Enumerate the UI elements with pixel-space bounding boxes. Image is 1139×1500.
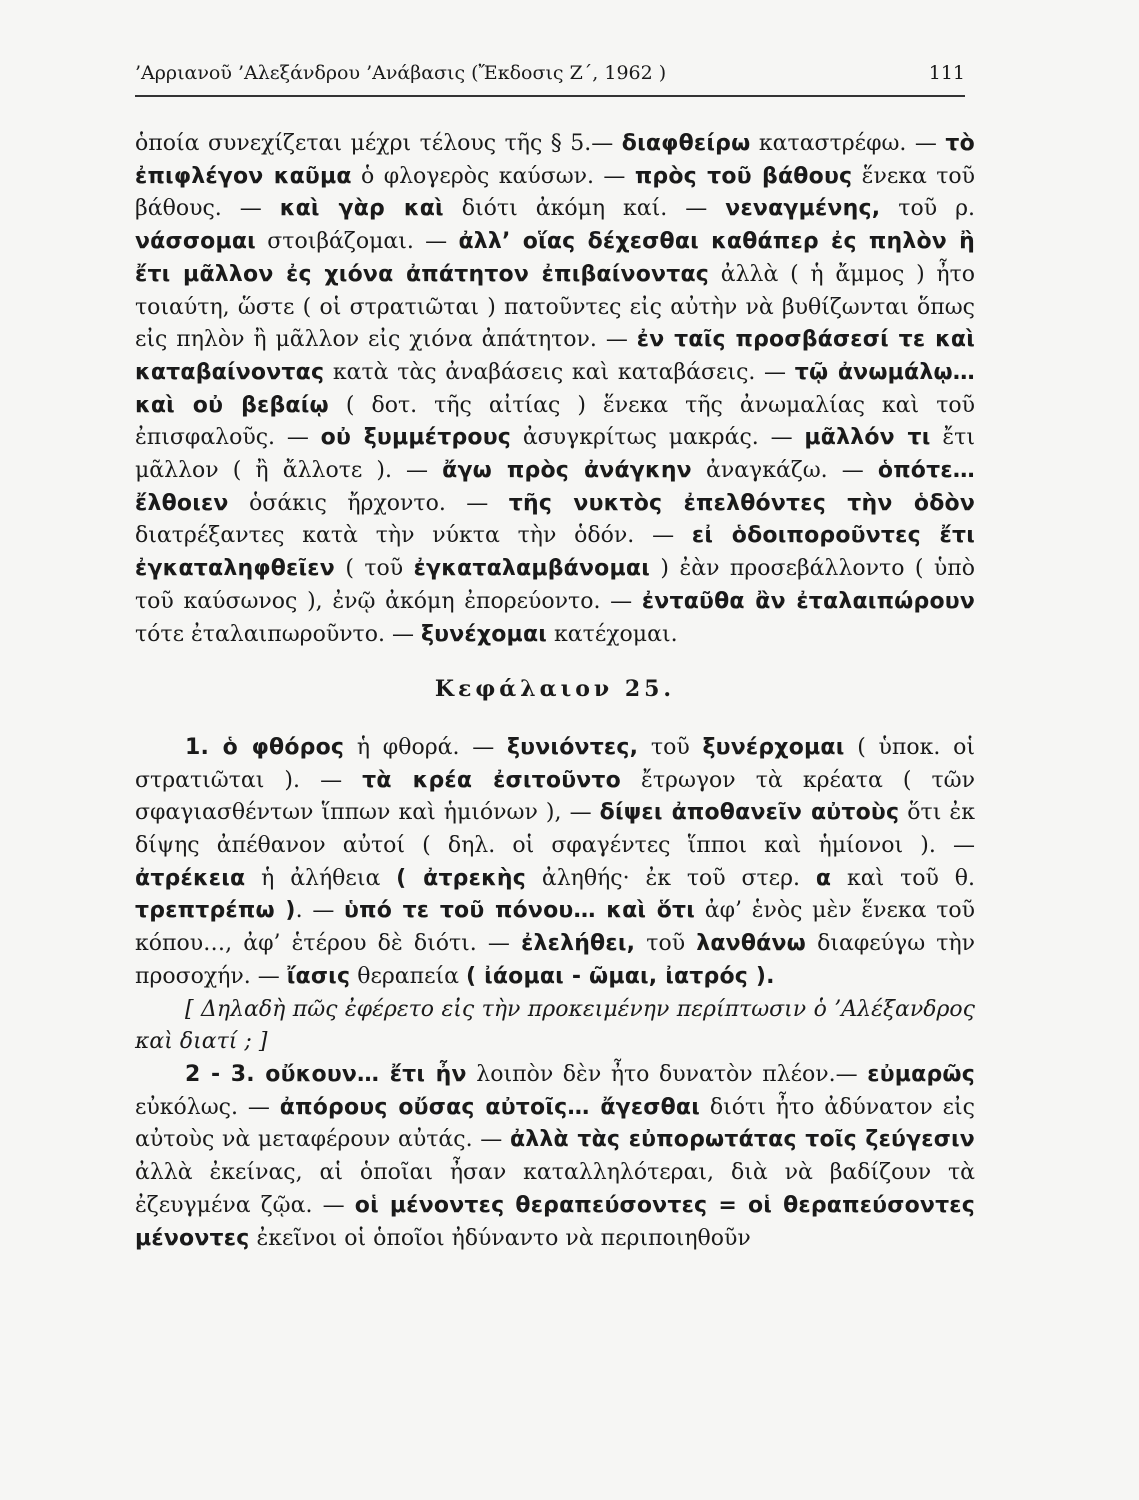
lemma: ὁπότε… ἔλθοιεν xyxy=(135,458,975,516)
lemma: ἄγω πρὸς ἀνάγκην xyxy=(442,458,692,484)
commentary-body xyxy=(135,128,975,1255)
lemma: ἀλλ’ οἵας δέχεσθαι καθάπερ ἐς πηλὸν ἢ ἔτι μᾶλλον ἐς χιόνα ἀπάτητον ἐπιβαίνοντας xyxy=(135,229,975,287)
lemma: τὸ ἐπιφλέγον καῦμα xyxy=(135,131,975,189)
lemma: τῷ ἀνωμάλῳ… καὶ οὐ βεβαίῳ xyxy=(135,359,975,418)
lemma: ἐγκαταλαμβάνομαι xyxy=(413,556,650,582)
lemma: δίψει ἀποθανεῖν αὐτοὺς xyxy=(599,800,900,826)
commentary-paragraph: ὁποία συνεχίζεται μέχρι τέλους τῆς § 5.— διαφθείρω καταστρέφω. — τὸ ἐπιφλέγον καῦμα ὁ φλογερὸς καύσων. — πρὸς τοῦ βάθους ἕνεκα τοῦ βάθους. — καὶ γὰρ καὶ διότι ἀκόμη καί. — νεναγμένης, τοῦ ρ. νάσσομαι στοιβάζομαι. — ἀλλ’ οἵας δέχεσθαι καθάπερ ἐς πηλὸν ἢ ἔτι μᾶλλον ἐς χιόνα ἀπάτητον ἐπιβαίνοντας ἀλλὰ ( ἡ ἄμμος ) ἦτο τοιαύτη, ὥστε ( οἱ στρατιῶται ) πατοῦντες εἰς αὐτὴν νὰ βυθίζωνται ὅπως εἰς πηλὸν ἢ μᾶλλον εἰς χιόνα ἀπάτητον. — ἐν ταῖς προσβάσεσί τε καὶ καταβαίνοντας κατὰ τὰς ἀναβάσεις καὶ καταβάσεις. — τῷ ἀνωμάλῳ… καὶ οὐ βεβαίῳ ( δοτ. τῆς αἰτίας ) ἕνεκα τῆς ἀνωμαλίας καὶ τοῦ ἐπισφαλοῦς. — οὐ ξυμμέτρους ἀσυγκρίτως μακράς. — μᾶλλόν τι ἔτι μᾶλλον ( ἢ ἄλλοτε ). — ἄγω πρὸς ἀνάγκην ἀναγκάζω. — ὁπότε… ἔλθοιεν ὁσάκις ἤρχοντο. — τῆς νυκτὸς ἐπελθόντες τὴν ὁδὸν διατρέξαντες κατὰ τὴν νύκτα τὴν ὁδόν. — εἰ ὁδοιποροῦντες ἔτι ἐγκαταληφθεῖεν ( τοῦ ἐγκαταλαμβάνομαι ) ἐὰν προσεβάλλοντο ( ὑπὸ τοῦ καύσωνος ), ἐνῷ ἀκόμη ἐπορεύοντο. — ἐνταῦθα ἂν ἐταλαιπώρουν τότε ἐταλαιπωροῦντο. — ξυνέχομαι κατέχομαι. xyxy=(135,131,976,647)
chapter-heading: Κεφάλαιον 25. xyxy=(434,676,676,703)
lemma: ἐν ταῖς προσβάσεσί τε καὶ καταβαίνοντας xyxy=(135,327,975,385)
lemma: 2 - 3. οὔκουν… ἔτι ἦν xyxy=(185,1061,467,1087)
lemma: νεναγμένης, xyxy=(725,196,881,222)
lemma: διαφθείρω xyxy=(621,131,751,156)
editor-note: [ Δηλαδὴ πῶς ἐφέρετο εἰς τὴν προκειμένην περίπτωσιν ὁ ’Αλέξανδρος καὶ διατί ; ] xyxy=(135,996,975,1055)
lemma: οἱ μένοντες θεραπεύσοντες = οἱ θεραπεύσοντες μένοντες xyxy=(135,1192,975,1251)
lemma: εἰ ὁδοιποροῦντες ἔτι ἐγκαταληφθεῖεν xyxy=(135,523,975,582)
lemma: καὶ γὰρ καὶ xyxy=(279,196,444,222)
lemma: τρεπτρέπω ) xyxy=(135,898,296,924)
commentary-paragraph: 2 - 3. οὔκουν… ἔτι ἦν λοιπὸν δὲν ἦτο δυνατὸν πλέον.— εὐμαρῶς εὐκόλως. — ἀπόρους οὔσας αὐτοῖς… ἄγεσθαι διότι ἦτο ἀδύνατον εἰς αὐτοὺς νὰ μεταφέρουν αὐτάς. — ἀλλὰ τὰς εὐπορωτάτας τοῖς ζεύγεσιν ἀλλὰ ἐκείνας, αἱ ὁποῖαι ἦσαν καταλληλότεραι, διὰ νὰ βαδίζουν τὰ ἐζευγμένα ζῷα. — οἱ μένοντες θεραπεύσοντες = οἱ θεραπεύσοντες μένοντες ἐκεῖνοι οἱ ὁποῖοι ἠδύναντο νὰ περιποιηθοῦν xyxy=(135,1061,975,1251)
lemma: ἀλλὰ τὰς εὐπορωτάτας τοῖς ζεύγεσιν xyxy=(509,1127,975,1153)
lemma: τῆς νυκτὸς ἐπελθόντες τὴν ὁδὸν xyxy=(508,490,976,516)
lemma: ξυνέρχομαι xyxy=(702,734,845,760)
lemma: εὐμαρῶς xyxy=(867,1061,975,1087)
lemma: 1. ὁ φθόρος xyxy=(185,734,345,760)
lemma: ἐνταῦθα ἂν ἐταλαιπώρουν xyxy=(641,588,976,614)
lemma: οὐ ξυμμέτρους xyxy=(320,425,511,451)
running-title: ’Αρριανοῦ ’Αλεξάνδρου ’Ανάβασις (Ἔκδοσις Ζ΄, 1962 ) xyxy=(135,62,667,84)
lemma: λανθάνω xyxy=(696,931,806,957)
lemma: πρὸς τοῦ βάθους xyxy=(634,163,853,189)
lemma: ( ἀτρεκὴς xyxy=(396,865,527,891)
page-number: 111 xyxy=(928,62,965,84)
commentary-paragraph: 1. ὁ φθόρος ἡ φθορά. — ξυνιόντες, τοῦ ξυνέρχομαι ( ὑποκ. οἱ στρατιῶται ). — τὰ κρέα ἐσιτοῦντο ἔτρωγον τὰ κρέατα ( τῶν σφαγιασθέντων ἵππων καὶ ἡμιόνων ), — δίψει ἀποθανεῖν αὐτοὺς ὅτι ἐκ δίψης ἀπέθανον αὐτοί ( δηλ. οἱ σφαγέντες ἵπποι καὶ ἡμίονοι ). — ἀτρέκεια ἡ ἀλήθεια ( ἀτρεκὴς ἀληθής· ἐκ τοῦ στερ. α καὶ τοῦ θ. τρεπτρέπω ). — ὑπό τε τοῦ πόνου… καὶ ὅτι ἀφ’ ἑνὸς μὲν ἕνεκα τοῦ κόπου…, ἀφ’ ἑτέρου δὲ διότι. — ἐλελήθει, τοῦ λανθάνω διαφεύγω τὴν προσοχήν. — ἴασις θεραπεία ( ἰάομαι - ῶμαι, ἰατρός ). xyxy=(135,734,976,989)
running-header xyxy=(135,62,965,84)
lemma: α xyxy=(815,865,832,891)
lemma: ἐλελήθει, xyxy=(521,931,636,957)
lemma: ἀτρέκεια xyxy=(135,865,246,891)
lemma: νάσσομαι xyxy=(135,229,256,255)
lemma: ξυνέχομαι xyxy=(420,621,548,647)
lemma: ἀπόρους οὔσας αὐτοῖς… ἄγεσθαι xyxy=(279,1094,700,1120)
lemma: ἴασις xyxy=(286,963,351,989)
lemma: μᾶλλόν τι xyxy=(804,425,931,451)
lemma: ( ἰάομαι - ῶμαι, ἰατρός ). xyxy=(465,963,775,989)
header-rule xyxy=(135,95,965,97)
lemma: ὑπό τε τοῦ πόνου… καὶ ὅτι xyxy=(344,898,696,924)
lemma: τὰ κρέα ἐσιτοῦντο xyxy=(362,767,621,793)
lemma: ξυνιόντες, xyxy=(506,734,639,760)
